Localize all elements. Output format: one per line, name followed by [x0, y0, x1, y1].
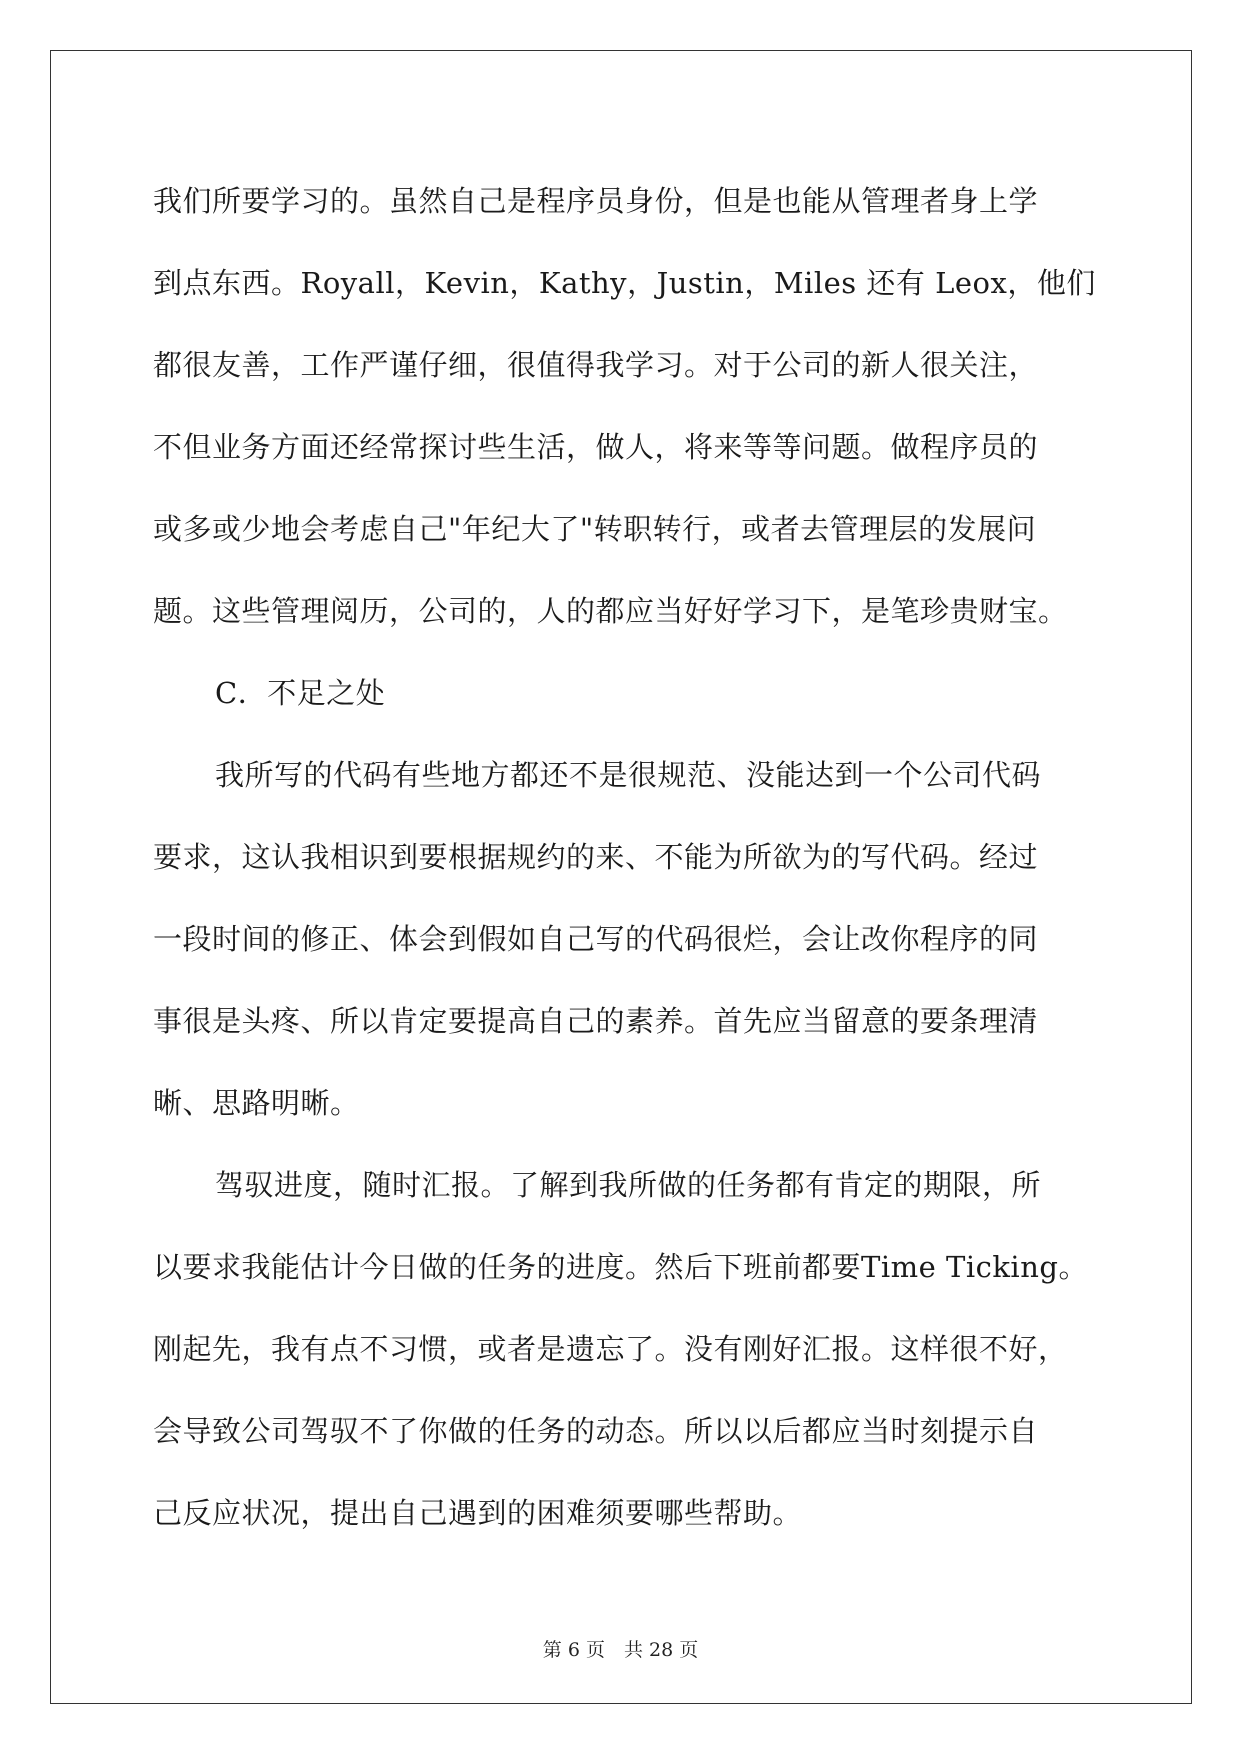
text-line: 一段时间的修正、体会到假如自己写的代码很烂，会让改你程序的同	[153, 922, 1039, 956]
text-line: 刚起先，我有点不习惯，或者是遗忘了。没有刚好汇报。这样很不好，	[153, 1332, 1068, 1366]
text-line: 题。这些管理阅历，公司的，人的都应当好好学习下，是笔珍贵财宝。	[153, 594, 1068, 628]
text-line: 晰、思路明晰。	[153, 1086, 360, 1120]
text-line: 都很友善，工作严谨仔细，很值得我学习。对于公司的新人很关注，	[153, 348, 1039, 382]
text-line: 或多或少地会考虑自己"年纪大了"转职转行，或者去管理层的发展问	[153, 512, 1037, 546]
text-line: 要求，这认我相识到要根据规约的来、不能为所欲为的写代码。经过	[153, 840, 1039, 874]
text-line: 驾驭进度，随时汇报。了解到我所做的任务都有肯定的期限，所	[215, 1168, 1042, 1202]
text-line: 我所写的代码有些地方都还不是很规范、没能达到一个公司代码	[215, 758, 1042, 792]
text-line: 我们所要学习的。虽然自己是程序员身份，但是也能从管理者身上学	[153, 184, 1039, 218]
section-heading: C．不足之处	[215, 676, 386, 710]
text-line: 不但业务方面还经常探讨些生活，做人，将来等等问题。做程序员的	[153, 430, 1039, 464]
page-number-footer: 第 6 页 共 28 页	[542, 1639, 699, 1661]
text-line: 到点东西。Royall，Kevin，Kathy，Justin，Miles 还有 Leox，他们	[153, 266, 1096, 300]
text-line: 会导致公司驾驭不了你做的任务的动态。所以以后都应当时刻提示自	[153, 1414, 1039, 1448]
text-line: 己反应状况，提出自己遇到的困难须要哪些帮助。	[153, 1496, 803, 1530]
text-line: 以要求我能估计今日做的任务的进度。然后下班前都要Time Ticking。	[153, 1250, 1088, 1284]
text-line: 事很是头疼、所以肯定要提高自己的素养。首先应当留意的要条理清	[153, 1004, 1039, 1038]
document-body	[153, 160, 1096, 1554]
